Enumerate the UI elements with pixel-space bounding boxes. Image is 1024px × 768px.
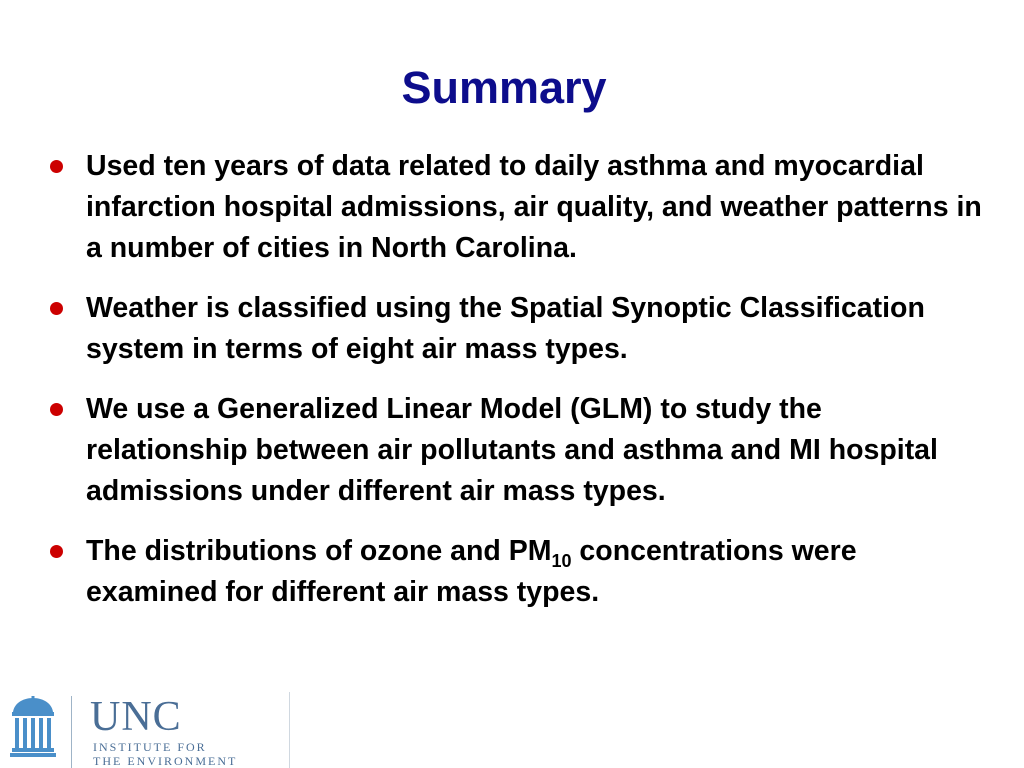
old-well-icon xyxy=(10,696,56,758)
bullet-text: We use a Generalized Linear Model (GLM) to study the relationship between air pollutants and asthma and MI hospital admissions under different air mass types. xyxy=(86,393,938,507)
bullet-dot-icon xyxy=(50,403,63,416)
bullet-text: Weather is classified using the Spatial Synoptic Classification system in terms of eight air mass types. xyxy=(86,292,925,365)
bullet-dot-icon xyxy=(50,302,63,315)
bullet-item xyxy=(48,389,988,512)
bullet-item xyxy=(48,531,988,613)
logo-line-environment: THE ENVIRONMENT xyxy=(93,754,238,768)
bullet-list xyxy=(48,146,988,632)
slide-title: Summary xyxy=(401,62,607,113)
logo-divider-right xyxy=(289,692,290,768)
unc-logo-title: UNC xyxy=(90,694,182,740)
bullet-subscript: 10 xyxy=(551,551,572,571)
logo-line-institute: INSTITUTE FOR xyxy=(93,740,207,754)
bullet-item xyxy=(48,146,988,269)
bullet-dot-icon xyxy=(50,160,63,173)
unc-logo xyxy=(0,688,300,768)
bullet-text-after: concentrations were examined for different air mass types. xyxy=(86,535,857,608)
bullet-dot-icon xyxy=(50,545,63,558)
logo-divider xyxy=(71,696,72,768)
bullet-text-before: The distributions of ozone and PM xyxy=(86,535,552,567)
bullet-item xyxy=(48,288,988,370)
bullet-text: Used ten years of data related to daily asthma and myocardial infarction hospital admissions, air quality, and weather patterns in a number of cities in North Carolina. xyxy=(86,150,982,264)
